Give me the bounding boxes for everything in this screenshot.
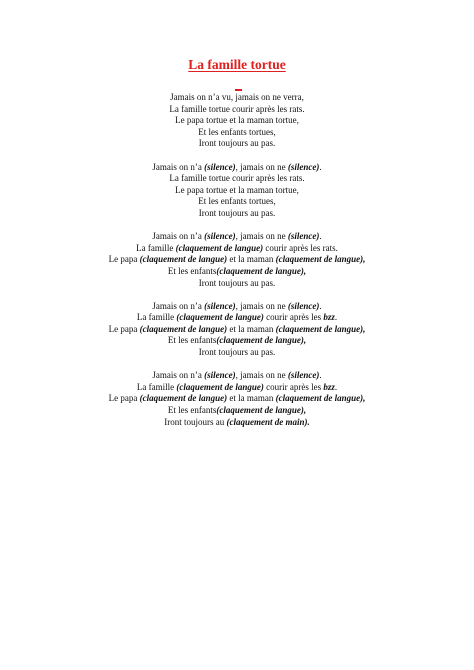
stage-direction: bzz bbox=[323, 381, 335, 392]
red-dash-mark bbox=[235, 89, 242, 91]
stage-direction: (claquement de main). bbox=[226, 416, 310, 427]
line-text: Et les enfants tortues, bbox=[198, 196, 276, 207]
stage-direction: (silence) bbox=[287, 161, 320, 172]
page-title: La famille tortue bbox=[188, 57, 286, 72]
poem-line bbox=[0, 301, 474, 313]
line-text: . bbox=[334, 312, 338, 323]
line-text: et la maman bbox=[227, 393, 276, 404]
stage-direction: (silence) bbox=[287, 300, 320, 311]
poem-line bbox=[0, 417, 474, 429]
stage-direction: (silence) bbox=[204, 161, 236, 172]
line-text: La famille bbox=[136, 312, 177, 323]
stage-direction: (silence) bbox=[204, 300, 236, 311]
poem-line bbox=[0, 196, 474, 208]
poem-line bbox=[0, 138, 474, 150]
line-text: . bbox=[319, 300, 322, 311]
line-text: et la maman bbox=[227, 323, 276, 334]
stage-direction: (silence) bbox=[287, 231, 320, 242]
line-text: La famille tortue courir après les rats. bbox=[169, 173, 305, 184]
line-text: Jamais on n’a bbox=[152, 161, 205, 172]
stanza-1 bbox=[0, 92, 474, 150]
stage-direction: (claquement de langue), bbox=[216, 335, 307, 346]
line-text: Le papa bbox=[108, 323, 140, 334]
line-text: Jamais on n’a bbox=[152, 231, 205, 242]
poem-line bbox=[0, 405, 474, 417]
poem-line bbox=[0, 92, 474, 104]
stage-direction: (claquement de langue) bbox=[175, 242, 264, 253]
line-text: Le papa tortue et la maman tortue, bbox=[175, 115, 299, 126]
line-text: La famille bbox=[136, 381, 177, 392]
line-text: , jamais on ne bbox=[235, 161, 288, 172]
line-text: , jamais on ne bbox=[235, 231, 288, 242]
stage-direction: (claquement de langue), bbox=[275, 254, 366, 265]
stage-direction: (claquement de langue), bbox=[216, 265, 307, 276]
line-text: Et les enfants tortues, bbox=[198, 126, 276, 137]
line-text: Iront toujours au pas. bbox=[198, 277, 276, 288]
stage-direction: (claquement de langue) bbox=[176, 381, 264, 392]
poem-line bbox=[0, 115, 474, 127]
poem-line bbox=[0, 104, 474, 116]
stage-direction: (claquement de langue), bbox=[216, 405, 307, 416]
line-text: . bbox=[319, 231, 322, 242]
poem-line bbox=[0, 231, 474, 243]
line-text: Le papa bbox=[108, 393, 140, 404]
line-text: La famille bbox=[136, 242, 176, 253]
stanza-4 bbox=[0, 301, 474, 359]
stage-direction: (claquement de langue) bbox=[139, 393, 228, 404]
poem-line bbox=[0, 185, 474, 197]
poem-line bbox=[0, 347, 474, 359]
line-text: . bbox=[319, 161, 322, 172]
poem-line bbox=[0, 127, 474, 139]
poem-body bbox=[0, 92, 474, 428]
poem-line bbox=[0, 312, 474, 324]
stage-direction: (claquement de langue) bbox=[139, 254, 228, 265]
poem-line bbox=[0, 393, 474, 405]
line-text: Iront toujours au bbox=[164, 416, 227, 427]
stage-direction: (silence) bbox=[204, 370, 236, 381]
line-text: Le papa tortue et la maman tortue, bbox=[175, 184, 299, 195]
poem-line bbox=[0, 324, 474, 336]
stage-direction: (claquement de langue), bbox=[275, 393, 366, 404]
line-text: Le papa bbox=[108, 254, 140, 265]
poem-line bbox=[0, 335, 474, 347]
line-text: Jamais on n’a vu, jamais on ne verra, bbox=[170, 92, 304, 102]
stanza-5 bbox=[0, 370, 474, 428]
poem-line bbox=[0, 382, 474, 394]
line-text: Iront toujours au pas. bbox=[198, 138, 276, 149]
line-text: , jamais on ne bbox=[235, 370, 288, 381]
poem-line bbox=[0, 208, 474, 220]
line-text: Jamais on n’a bbox=[152, 370, 205, 381]
stage-direction: (claquement de langue) bbox=[139, 323, 228, 334]
line-text: Iront toujours au pas. bbox=[198, 347, 276, 358]
line-text: Et les enfants bbox=[167, 335, 217, 346]
line-text: courir après les rats. bbox=[263, 242, 338, 253]
stanza-3 bbox=[0, 231, 474, 289]
poem-line bbox=[0, 243, 474, 255]
stage-direction: (claquement de langue) bbox=[176, 312, 264, 323]
stage-direction: (claquement de langue), bbox=[275, 323, 366, 334]
line-text: courir après les bbox=[263, 381, 324, 392]
line-text: et la maman bbox=[227, 254, 276, 265]
poem-line bbox=[0, 278, 474, 290]
stage-direction: (silence) bbox=[204, 231, 236, 242]
stage-direction: bzz bbox=[323, 312, 335, 323]
line-text: La famille tortue courir après les rats. bbox=[169, 103, 305, 114]
line-text: , jamais on ne bbox=[235, 300, 288, 311]
line-text: courir après les bbox=[263, 312, 324, 323]
line-text: . bbox=[334, 381, 338, 392]
line-text: Iront toujours au pas. bbox=[198, 207, 276, 218]
poem-line bbox=[0, 162, 474, 174]
poem-line bbox=[0, 370, 474, 382]
stage-direction: (silence) bbox=[287, 370, 320, 381]
poem-line bbox=[0, 266, 474, 278]
poem-line bbox=[0, 254, 474, 266]
stanza-2 bbox=[0, 162, 474, 220]
line-text: Jamais on n’a bbox=[152, 300, 205, 311]
line-text: . bbox=[319, 370, 322, 381]
line-text: Et les enfants bbox=[167, 265, 217, 276]
line-text: Et les enfants bbox=[167, 405, 217, 416]
poem-line bbox=[0, 173, 474, 185]
